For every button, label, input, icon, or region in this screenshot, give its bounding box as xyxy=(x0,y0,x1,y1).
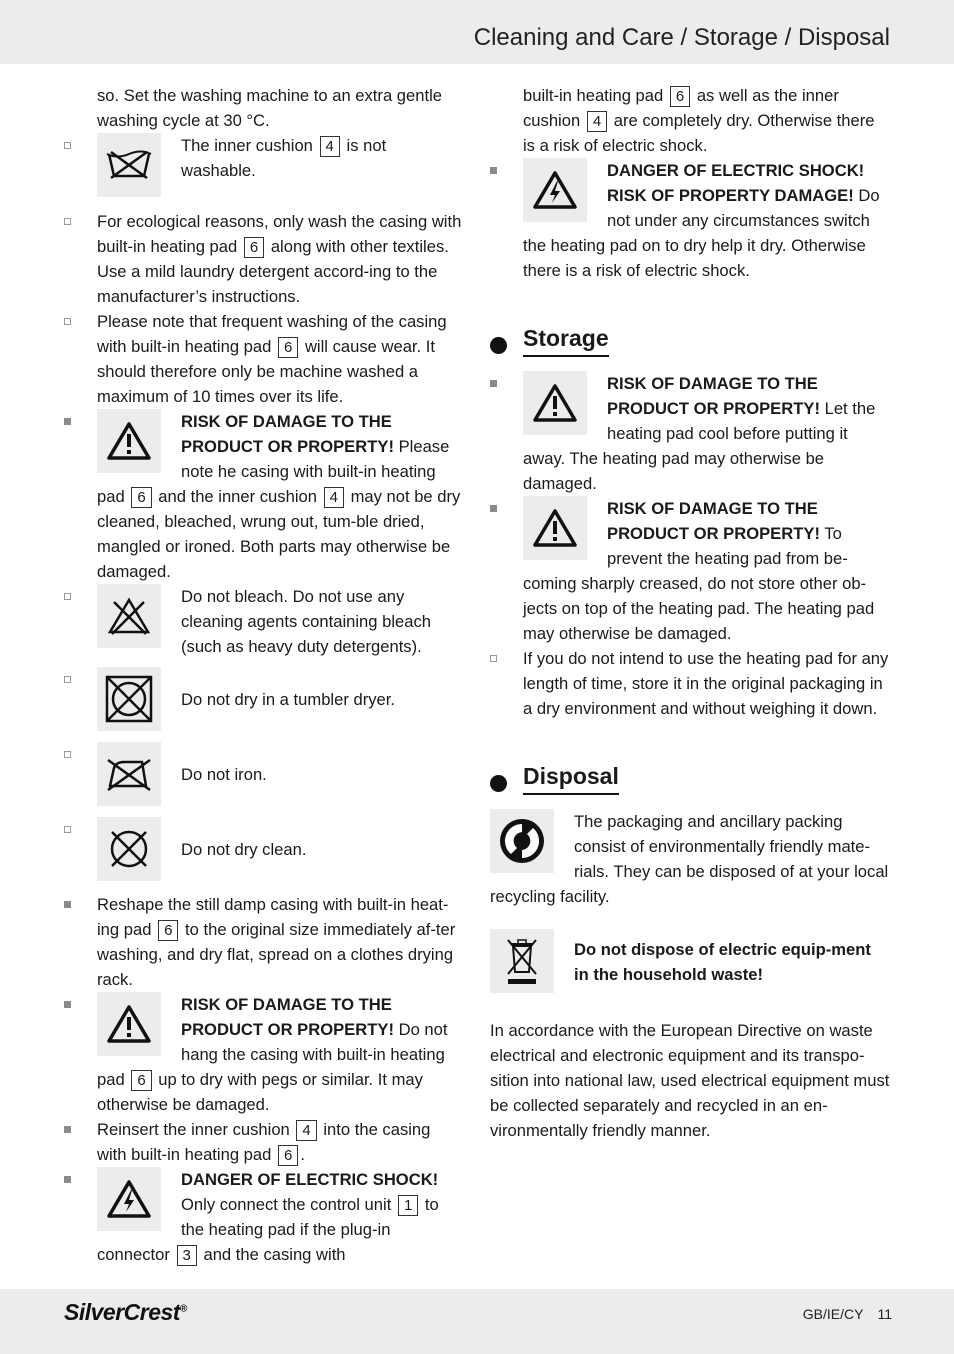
bullet-filled xyxy=(64,1176,71,1183)
eco-text: For ecological reasons, only wash the casing with built-in heating pad xyxy=(97,212,462,256)
warning-triangle-icon xyxy=(97,992,161,1056)
green-dot-recycling-icon xyxy=(490,809,554,873)
part-ref: 1 xyxy=(398,1195,418,1216)
no-tumble-dry-icon xyxy=(97,667,161,731)
bullet-filled xyxy=(490,505,497,512)
warning-triangle-icon xyxy=(523,371,587,435)
part-ref: 4 xyxy=(587,111,607,132)
bullet-open xyxy=(64,593,71,600)
bleach-text: Do not bleach. Do not use any cleaning agents containing bleach (such as heavy duty detergents). xyxy=(181,587,432,656)
brand-logo xyxy=(64,1299,187,1326)
tumble-text: Do not dry in a tumbler dryer. xyxy=(181,690,395,709)
reinsert-text: into the casing with built-in heating pad xyxy=(97,1120,431,1164)
part-ref: 6 xyxy=(131,1070,151,1091)
continued-text: are completely dry. Otherwise there is a risk of electric shock. xyxy=(523,111,875,155)
wear-text-end: will cause wear. It should therefore only be machine washed a maximum of 10 times over its life. xyxy=(97,337,435,406)
warning-text: Only connect the control unit xyxy=(181,1195,392,1214)
part-ref: 4 xyxy=(324,487,344,508)
continued-text: built-in heating pad xyxy=(523,86,664,105)
reinsert-text: Reinsert the inner cushion xyxy=(97,1120,290,1139)
warning-text: Let the heating pad cool before putting it away. The heating pad may otherwise be damaged. xyxy=(523,399,876,493)
warning-risk-1 xyxy=(64,409,464,584)
warning-shock-1 xyxy=(64,1167,464,1267)
list-item-wear xyxy=(64,309,464,409)
list-item-reinsert xyxy=(64,1117,464,1167)
warning-storage-2 xyxy=(490,496,890,646)
bullet-filled xyxy=(64,1001,71,1008)
list-item xyxy=(64,83,464,133)
part-ref: 6 xyxy=(131,487,151,508)
crossed-bin-icon xyxy=(490,929,554,993)
brand-name: SilverCrest xyxy=(64,1299,180,1325)
bullet-open xyxy=(490,655,497,662)
left-column xyxy=(64,83,464,1267)
warning-text: up to dry with pegs or similar. It may otherwise be damaged. xyxy=(97,1070,423,1114)
list-item-cushion xyxy=(64,133,464,197)
bullet-open xyxy=(64,751,71,758)
weee-block xyxy=(490,929,890,993)
reshape-text-end: to the original size immediately af-ter washing, and dry flat, spread on a clothes drying rack. xyxy=(97,920,456,989)
dryclean-text: Do not dry clean. xyxy=(181,840,307,859)
eco-text-end: along with other textiles. Use a mild laundry detergent accord-ing to the manufacturer’s instructions. xyxy=(97,237,449,306)
part-ref: 4 xyxy=(296,1120,316,1141)
footer-info xyxy=(803,1306,892,1322)
warning-risk-2 xyxy=(64,992,464,1117)
warning-text: to the heating pad if the plug-in connector xyxy=(97,1195,439,1264)
bullet-open xyxy=(64,676,71,683)
list-item-eco xyxy=(64,209,464,309)
iron-text: Do not iron. xyxy=(181,765,267,784)
warning-triangle-icon xyxy=(523,496,587,560)
electric-shock-icon xyxy=(97,1167,161,1231)
heading-dot xyxy=(490,337,507,354)
page-number: 11 xyxy=(877,1306,892,1322)
list-item-reshape xyxy=(64,892,464,992)
list-item-dryclean xyxy=(64,817,464,881)
no-dry-clean-icon xyxy=(97,817,161,881)
warning-text: and the casing with xyxy=(203,1245,346,1264)
list-item-continued xyxy=(490,83,890,158)
warning-title: DANGER OF ELECTRIC SHOCK! RISK OF PROPERTY DAMAGE! xyxy=(607,161,865,205)
list-item-tumble xyxy=(64,667,464,731)
bullet-open xyxy=(64,826,71,833)
intro-text: so. Set the washing machine to an extra gentle washing cycle at 30 °C. xyxy=(97,86,442,130)
wear-text: Please note that frequent washing of the casing with built-in heating pad xyxy=(97,312,447,356)
part-ref: 6 xyxy=(244,237,264,258)
bullet-open xyxy=(64,142,71,149)
region-code: GB/IE/CY xyxy=(802,1306,864,1322)
part-ref: 6 xyxy=(278,337,298,358)
warning-text: To prevent the heating pad from be-coming sharply creased, do not store other ob-jects on top of the heating pad. The heating pad may otherwise be damaged. xyxy=(523,524,875,643)
bullet-filled xyxy=(64,418,71,425)
cushion-text-end: is not washable. xyxy=(181,136,387,180)
brand-mark: ® xyxy=(179,1303,187,1315)
part-ref: 6 xyxy=(278,1145,298,1166)
page-title: Cleaning and Care / Storage / Disposal xyxy=(473,24,890,51)
no-bleach-icon xyxy=(97,584,161,648)
warning-title: RISK OF DAMAGE TO THE PRODUCT OR PROPERTY! xyxy=(607,374,820,418)
warning-title: RISK OF DAMAGE TO THE PRODUCT OR PROPERTY! xyxy=(607,499,820,543)
bullet-filled xyxy=(490,167,497,174)
warning-text: Do not under any circumstances switch the heating pad on to dry help it dry. Otherwise there is a risk of electric shock. xyxy=(523,186,880,280)
part-ref: 6 xyxy=(158,920,178,941)
weee-text: Do not dispose of electric equip-ment in the household waste! xyxy=(574,940,871,984)
warning-storage-1 xyxy=(490,371,890,496)
reinsert-text: . xyxy=(300,1145,305,1164)
section-heading-disposal xyxy=(490,761,890,799)
warning-text: Please note he casing with built-in heating pad xyxy=(97,437,450,506)
warning-triangle-icon xyxy=(97,409,161,473)
section-heading-storage xyxy=(490,323,890,361)
continued-text: as well as the inner cushion xyxy=(523,86,839,130)
bullet-open xyxy=(64,318,71,325)
storage-text: If you do not intend to use the heating pad for any length of time, store it in the original packaging in a dry environment and without weighing it down. xyxy=(523,649,889,718)
cushion-text: The inner cushion xyxy=(181,136,313,155)
list-item-iron xyxy=(64,742,464,806)
warning-text: may not be dry cleaned, bleached, wrung out, tum-ble dried, mangled or ironed. Both parts may otherwise be damaged. xyxy=(97,487,461,581)
directive-text: In accordance with the European Directive on waste electrical and electronic equipment and its transpo-sition into national law, used electrical equipment must be collected separately and recycled in an en-vironmentally friendly manner. xyxy=(490,1021,890,1140)
list-item-bleach xyxy=(64,584,464,659)
warning-title: DANGER OF ELECTRIC SHOCK! xyxy=(181,1170,439,1189)
bullet-open xyxy=(64,218,71,225)
warning-title: RISK OF DAMAGE TO THE PRODUCT OR PROPERTY! xyxy=(181,995,394,1039)
bullet-filled xyxy=(64,1126,71,1133)
part-ref: 4 xyxy=(320,136,340,157)
heading-dot xyxy=(490,775,507,792)
bullet-filled xyxy=(64,901,71,908)
warning-text: Do not hang the casing with built-in heating pad xyxy=(97,1020,448,1089)
disposal-heading: Disposal xyxy=(523,761,619,795)
packaging-block xyxy=(490,809,890,909)
part-ref: 6 xyxy=(670,86,690,107)
no-iron-icon xyxy=(97,742,161,806)
packaging-text: The packaging and ancillary packing consist of environmentally friendly mate-rials. They can be disposed of at your local recycling facility. xyxy=(490,812,889,906)
reshape-text: Reshape the still damp casing with built-in heat-ing pad xyxy=(97,895,449,939)
storage-heading: Storage xyxy=(523,323,609,357)
right-column xyxy=(490,83,890,1143)
warning-text: and the inner cushion xyxy=(158,487,317,506)
list-item-storage-3 xyxy=(490,646,890,721)
electric-shock-icon xyxy=(523,158,587,222)
warning-shock-2 xyxy=(490,158,890,283)
no-wash-icon xyxy=(97,133,161,197)
part-ref: 3 xyxy=(177,1245,197,1266)
bullet-filled xyxy=(490,380,497,387)
warning-title: RISK OF DAMAGE TO THE PRODUCT OR PROPERTY! xyxy=(181,412,394,456)
